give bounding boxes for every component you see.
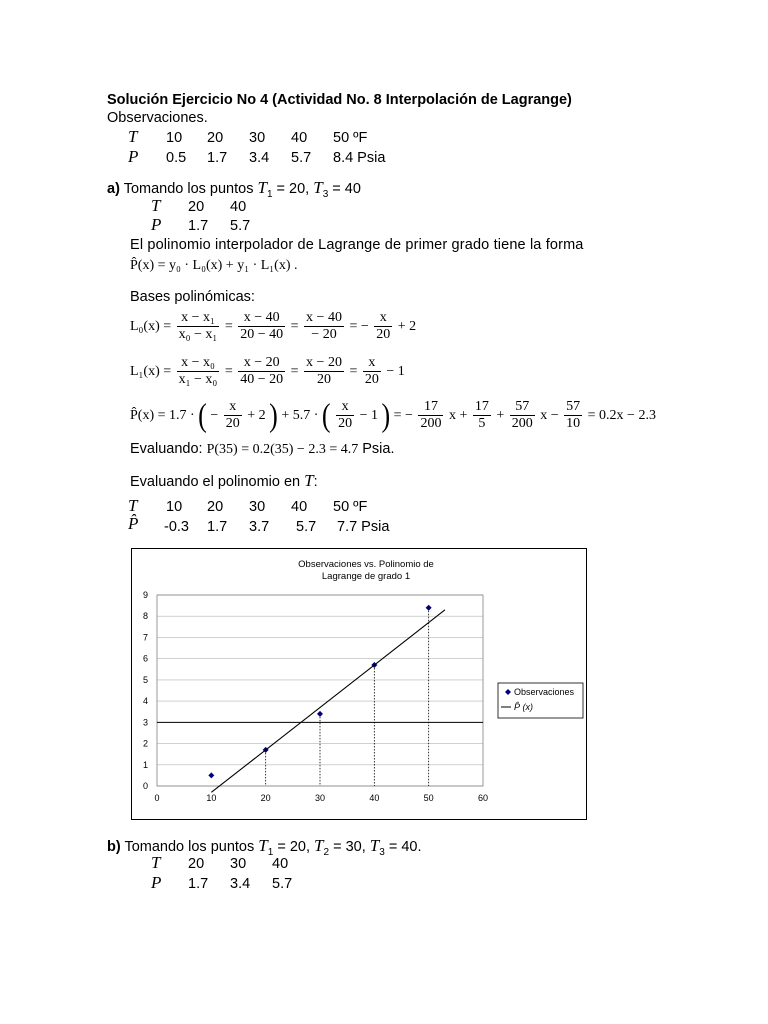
l0-post: + 2 [397,318,417,334]
table-cell: 50 ºF [333,499,368,515]
table-cell: 20 [188,199,205,215]
y-tick-label: 4 [142,696,148,707]
frac-den: 200 [511,416,533,431]
frac-den: x₁ − x₀ [178,372,218,387]
t3-sub: 3 [322,188,329,200]
frac-num: 17 [418,399,443,416]
paragraph: El polinomio interpolador de Lagrange de primer grado tiene la forma [130,237,584,253]
legend-entry: Observaciones [514,687,575,697]
chart-title-line: Lagrange de grado 1 [321,571,411,582]
x-tick-label: 40 [369,793,380,803]
table-cell: 30 [249,130,266,146]
x-tick-label: 10 [206,793,217,803]
table-cell: 10 [166,130,183,146]
frac-den: 20 [317,372,331,387]
t1-sub: 1 [267,846,274,858]
table-cell: 3.4 [249,150,270,166]
frac-num: x − 40 [306,310,342,325]
frac-den: 20 − 40 [240,327,284,342]
x-tick-label: 30 [314,793,326,803]
page-title: Solución Ejercicio No 4 (Actividad No. 8 Interpolación de Lagrange) [107,92,572,108]
p-symbol: P [151,873,162,892]
frac-den: 20 [338,416,353,431]
frac-den: 20 [225,416,240,431]
phat-mid: + 5.7 · [281,407,319,423]
frac-den: 20 [376,327,391,342]
frac-num: 57 [510,399,535,416]
phat-a-pre: − [210,407,219,423]
table-cell: 3.4 [230,876,251,892]
table-cell: 5.7 [230,218,251,234]
frac-den: 40 − 20 [240,372,284,387]
table-cell: 40 [291,499,308,515]
y-tick-label: 8 [142,611,148,622]
frac-num: x − x₀ [177,355,220,372]
y-tick-label: 7 [142,632,148,643]
frac-num: 17 [474,399,489,414]
evaluando-expr: P(35) = 0.2(35) − 2.3 = 4.7 [206,442,359,457]
table-cell: 50 ºF [333,130,368,146]
y-tick-label: 1 [142,759,148,770]
frac-num: x [336,399,354,416]
formula-form: P̂(x) = y₀ · L₀(x) + y₁ · L₁(x) . [130,258,298,273]
evaluando-unit: Psia. [362,441,395,457]
legend-entry: P̂ (x) [514,702,533,712]
y-tick-label: 2 [142,738,148,749]
l0-lhs: L₀(x) = [130,318,172,334]
phat-symbol: P̂ [128,514,139,533]
part-a-label: a) [107,181,120,197]
plot-area [157,595,483,786]
table-cell: 1.7 [207,150,228,166]
t-symbol: T [151,853,161,872]
table-cell: 40 [291,130,308,146]
t3-symbol: T [369,836,380,855]
table-cell: 20 [188,856,205,872]
table-cell: 40 [230,199,247,215]
frac-den: 10 [566,416,581,431]
part-a-heading [107,178,361,200]
t2-sub: 2 [323,846,330,858]
data-point [426,605,432,611]
table-cell: 10 [166,499,183,515]
frac-num: x [224,399,242,416]
part-a-text: Tomando los puntos [123,181,254,197]
phat-lhs: P̂(x) = 1.7 · [130,407,195,423]
table-cell: 30 [249,499,266,515]
l1-lhs: L₁(x) = [130,363,172,379]
data-point [317,711,323,717]
frac-num: x − x₁ [177,310,220,327]
frac-den: 20 [364,372,379,387]
table-cell: 7.7 Psia [337,519,390,535]
frac-num: x − 20 [306,355,342,370]
phat-d-post: + [496,407,505,423]
phat-b-post: − 1 [359,407,378,423]
frac-den: 5 [478,416,486,431]
t2-symbol: T [314,836,324,855]
table-cell: 5.7 [272,876,293,892]
t3-symbol: T [313,178,323,197]
frac-den: − 20 [311,327,337,342]
part-b-text: Tomando los puntos [124,839,255,855]
bases-label: Bases polinómicas: [130,289,255,305]
phat-eq: = − [393,407,413,423]
table-cell: 5.7 [296,519,317,535]
frac-num: x [374,310,392,327]
t1-sub: 1 [266,188,273,200]
y-tick-label: 0 [142,781,148,791]
t3-value: = 40. [384,839,422,855]
t1-value: = 20, [272,181,314,197]
x-tick-label: 0 [154,793,160,803]
table-cell: 0.5 [166,150,187,166]
y-tick-label: 6 [142,653,148,664]
part-b-label: b) [107,839,121,855]
frac-num: x − 20 [238,355,285,372]
y-tick-label: 9 [142,590,148,600]
p-symbol: P [151,215,162,234]
l0-eq: = − [349,318,369,334]
frac-num: x − 40 [238,310,285,327]
x-tick-label: 20 [260,793,271,803]
observaciones-label: Observaciones. [107,110,208,126]
evaluando-label: Evaluando: [130,441,203,457]
chart [131,548,587,820]
x-tick-label: 60 [477,793,489,803]
l0-equation: L₀(x) = $\frac{\text{x − x₁}}{\text{x₀ − x₁}}$ = $\frac{x - 40}{20 - 40}$ = $\frac{x - 40}{- 20}$ = − $\frac{x}{20}$ + 2 [130,310,417,342]
p-symbol: P [128,147,139,166]
phat-e-post: x − [540,407,559,423]
table-cell: 20 [207,130,224,146]
table-cell: 40 [272,856,289,872]
evaluando-line [130,441,395,458]
table-cell: 8.4 Psia [333,150,386,166]
y-tick-label: 5 [142,674,148,685]
evaluando-poly-line [130,471,318,491]
colon: : [313,474,318,490]
table-cell: 1.7 [188,218,209,234]
t1-symbol: T [258,836,268,855]
t1-symbol: T [257,178,267,197]
table-cell: 1.7 [207,519,228,535]
phat-c-post: x + [448,407,468,423]
chart-svg [132,549,586,819]
l1-equation: L₁(x) = $\frac{\text{x − x₀}}{\text{x₁ − x₀}}$ = $\frac{x - 20}{40 - 20}$ = $\frac{x - 20}{20}$ = $\frac{x}{20}$ − 1 [130,355,405,387]
frac-num: x [363,355,381,372]
frac-den: x₀ − x₁ [178,327,218,342]
frac-num: 57 [566,399,581,414]
t-symbol: T [128,127,138,146]
t-symbol: T [151,196,161,215]
frac-den: 200 [420,416,442,431]
table-cell: 5.7 [291,150,312,166]
table-cell: 20 [207,499,224,515]
phat-equation: P̂(x) = 1.7 · ( − $\frac{x}{20}$ + 2 ) + 5.7 · ( $\frac{x}{20}$ − 1 ) = − $\frac{17}{200}$ x + $\frac{17}{5}$ + $\frac{57}{200}$ x − $\frac{57}{10}$ = 0.2x − 2.3 [130,396,656,433]
phat-f-post: = 0.2x − 2.3 [587,407,656,423]
table-cell: 3.7 [249,519,270,535]
t3-value: = 40 [328,181,361,197]
t1-value: = 20, [273,839,315,855]
chart-title-line: Observaciones vs. Polinomio de [298,559,434,570]
l1-post: − 1 [386,363,405,379]
phat-a-post: + 2 [247,407,266,423]
y-tick-label: 3 [142,717,148,728]
table-cell: 30 [230,856,247,872]
x-tick-label: 50 [423,793,434,803]
table-cell: -0.3 [164,519,189,535]
t-symbol: T [128,496,138,515]
table-cell: 1.7 [188,876,209,892]
data-point [208,772,214,778]
t3-sub: 3 [379,846,385,858]
evaluando-poly-text: Evaluando el polinomio en [130,474,301,490]
t2-value: = 30, [329,839,370,855]
t-symbol: T [304,471,314,490]
